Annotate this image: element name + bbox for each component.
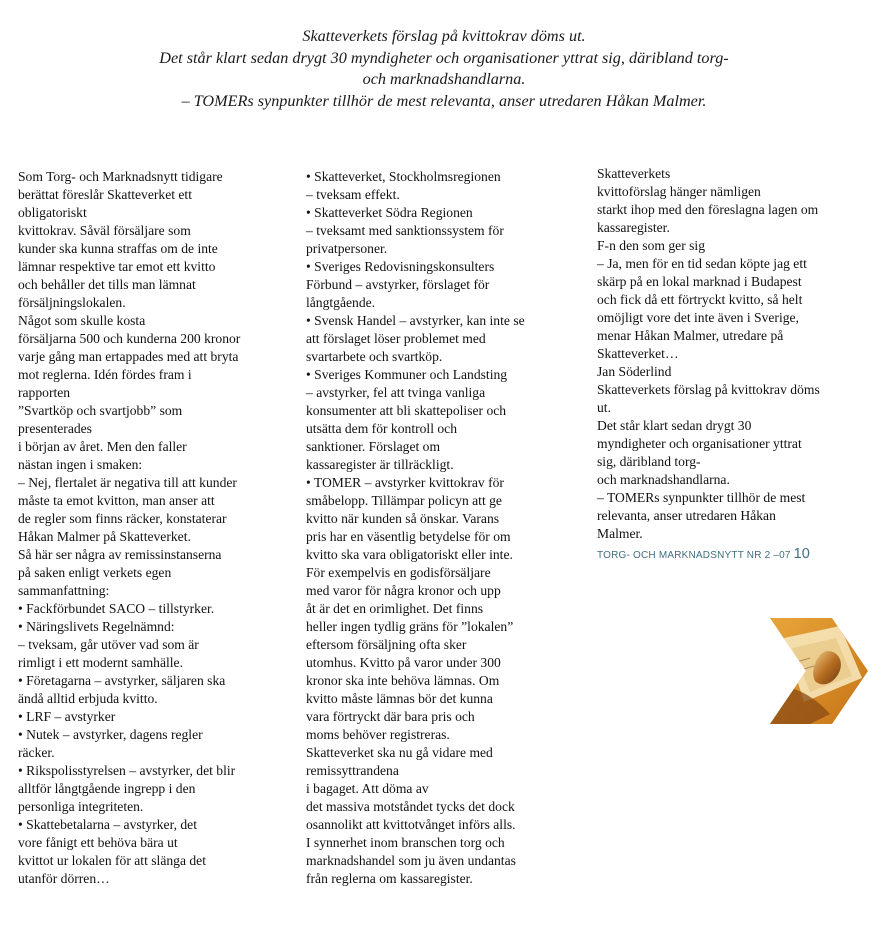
text-line: rimligt i ett modernt samhälle. [18,655,183,670]
text-line: sig, däribland torg- [597,454,701,469]
text-line: • LRF – avstyrker [18,709,116,724]
text-line: ”Svartköp och svartjobb” som [18,403,183,418]
text-line: och behåller det tills man lämnat [18,277,196,292]
text-line: långtgående. [306,295,376,310]
text-line: att förslaget löser problemet med [306,331,486,346]
text-line: räcker. [18,745,55,760]
text-line: • Skatteverket Södra Regionen [306,205,473,220]
text-line: • Sveriges Redovisningskonsulters [306,259,495,274]
text-line: Håkan Malmer på Skatteverket. [18,529,191,544]
text-line: kunder ska kunna straffas om de inte [18,241,218,256]
text-line: utsätta dem för kontroll och [306,421,458,436]
text-line: med varor för några kronor och upp [306,583,501,598]
lede-line: Skatteverkets förslag på kvittokrav döms ut. [302,27,586,45]
text-line: varje gång man ertappades med att bryta [18,349,239,364]
text-line: sammanfattning: [18,583,110,598]
text-line: remissyttrandena [306,763,399,778]
text-line: – tveksam effekt. [306,187,400,202]
text-line: I synnerhet inom branschen torg och [306,835,505,850]
article-column-1 [18,168,280,888]
text-line: Skatteverket… [597,346,679,361]
lede-line: – TOMERs synpunkter tillhör de mest relevanta, anser utredaren Håkan Malmer. [181,91,707,110]
text-line: skärp på en lokal marknad i Budapest [597,274,802,289]
text-line: kvitto måste lämnas bör det kunna [306,691,493,706]
text-line: vore fånigt ett behöva bära ut [18,835,178,850]
article-column-2 [306,168,568,888]
text-line: relevanta, anser utredaren Håkan [597,508,776,523]
article-column-3-body [597,165,865,543]
text-line: försäljarna 500 och kunderna 200 kronor [18,331,241,346]
text-line: obligatoriskt [18,205,87,220]
text-line: kassaregister är tillräckligt. [306,457,454,472]
text-line: utomhus. Kvitto på varor under 300 [306,655,501,670]
text-line: – avstyrker, fel att tvinga vanliga [306,385,486,400]
text-line: moms behöver registreras. [306,727,450,742]
text-line: • TOMER – avstyrker kvittokrav för [306,475,504,490]
page-number: 10 [793,546,810,562]
text-line: • Företagarna – avstyrker, säljaren ska [18,673,226,688]
text-line: • Sveriges Kommuner och Landsting [306,367,508,382]
text-line: utanför dörren… [18,871,110,886]
text-line: berättat föreslår Skatteverket ett [18,187,192,202]
text-line: • Rikspolisstyrelsen – avstyrker, det blir [18,763,236,778]
text-line: mot reglerna. Idén fördes fram i [18,367,192,382]
text-line: sanktioner. Förslaget om [306,439,441,454]
text-line: Som Torg- och Marknadsnytt tidigare [18,169,223,184]
article-column-3 [597,165,865,565]
text-line: ut. [597,400,611,415]
lede-line: Det står klart sedan drygt 30 myndigheter och organisationer yttrat sig, däribland torg- [159,48,729,67]
text-line: privatpersoner. [306,241,388,256]
text-line: • Svensk Handel – avstyrker, kan inte se [306,313,525,328]
text-line: från reglerna om kassaregister. [306,871,473,886]
text-line: starkt ihop med den föreslagna lagen om [597,202,819,217]
text-line: ändå alltid erbjuda kvitto. [18,691,158,706]
text-line: För exempelvis en godisförsäljare [306,565,491,580]
text-line: personliga integriteten. [18,799,144,814]
text-line: och marknadshandlarna. [597,472,730,487]
text-line: osannolikt att kvittotvånget införs alls. [306,817,516,832]
text-line: nästan ingen i smaken: [18,457,143,472]
text-line: alltför långtgående ingrepp i den [18,781,196,796]
text-line: Skatteverkets [597,166,671,181]
text-line: i början av året. Men den faller [18,439,187,454]
text-line: • Skatteverket, Stockholmsregionen [306,169,501,184]
text-line: åt är det en orimlighet. Det finns [306,601,484,616]
text-line: rapporten [18,385,71,400]
text-line: försäljningslokalen. [18,295,126,310]
text-line: – TOMERs synpunkter tillhör de mest [597,490,806,505]
text-line: Förbund – avstyrker, förslaget för [306,277,490,292]
text-line: kvitto ska vara obligatoriskt eller inte. [306,547,513,562]
text-line: de regler som finns räcker, konstaterar [18,511,227,526]
text-line: kvittot ur lokalen för att slänga det [18,853,206,868]
text-line: i bagaget. Att döma av [306,781,429,796]
text-line: eftersom försäljning ofta sker [306,637,467,652]
text-line: Något som skulle kosta [18,313,146,328]
text-line: Så här ser några av remissinstanserna [18,547,222,562]
text-line: på saken enligt verkets egen [18,565,172,580]
text-line: kronor ska inte behöva lämnas. Om [306,673,500,688]
text-line: det massiva motståndet tycks det dock [306,799,515,814]
text-line: – tveksam, går utöver vad som är [18,637,199,652]
next-page-arrow-icon [770,618,868,724]
text-line: Skatteverkets förslag på kvittokrav döms [597,382,820,397]
text-line: marknadshandel som ju även undantas [306,853,516,868]
text-line: presenterades [18,421,92,436]
text-line: lämnar respektive tar emot ett kvitto [18,259,216,274]
text-line: pris har en väsentlig betydelse för om [306,529,511,544]
footer-publication: TORG- OCH MARKNADSNYTT NR 2 –07 [597,550,791,561]
text-line: kassaregister. [597,220,670,235]
text-line: Det står klart sedan drygt 30 [597,418,752,433]
text-line: – tveksamt med sanktionssystem för [306,223,504,238]
text-line: heller ingen tydlig gräns för ”lokalen” [306,619,514,634]
page-footer [597,545,865,565]
text-line: Malmer. [597,526,643,541]
text-line: – Ja, men för en tid sedan köpte jag ett [597,256,807,271]
text-line: Skatteverket ska nu gå vidare med [306,745,493,760]
text-line: omöjligt vore det inte även i Sverige, [597,310,799,325]
lede-line: och marknadshandlarna. [362,70,526,88]
text-line: Jan Söderlind [597,364,672,379]
text-line: – Nej, flertalet är negativa till att kunder [18,475,237,490]
text-line: F-n den som ger sig [597,238,705,253]
text-line: konsumenter att bli skattepoliser och [306,403,507,418]
text-line: • Nutek – avstyrker, dagens regler [18,727,203,742]
text-line: kvittokrav. Såväl försäljare som [18,223,191,238]
text-line: • Näringslivets Regelnämnd: [18,619,175,634]
text-line: småbelopp. Tillämpar policyn att ge [306,493,502,508]
text-line: kvitto när kunden så önskar. Varans [306,511,500,526]
text-line: • Skattebetalarna – avstyrker, det [18,817,197,832]
text-line: vara förtryckt där bara pris och [306,709,475,724]
text-line: • Fackförbundet SACO – tillstyrker. [18,601,215,616]
text-line: kvittoförslag hänger nämligen [597,184,761,199]
text-line: måste ta emot kvitton, man anser att [18,493,215,508]
text-line: menar Håkan Malmer, utredare på [597,328,784,343]
text-line: svartarbete och svartköp. [306,349,443,364]
text-line: och fick då ett förtryckt kvitto, så helt [597,292,803,307]
lede-intro [60,26,828,112]
text-line: myndigheter och organisationer yttrat [597,436,802,451]
